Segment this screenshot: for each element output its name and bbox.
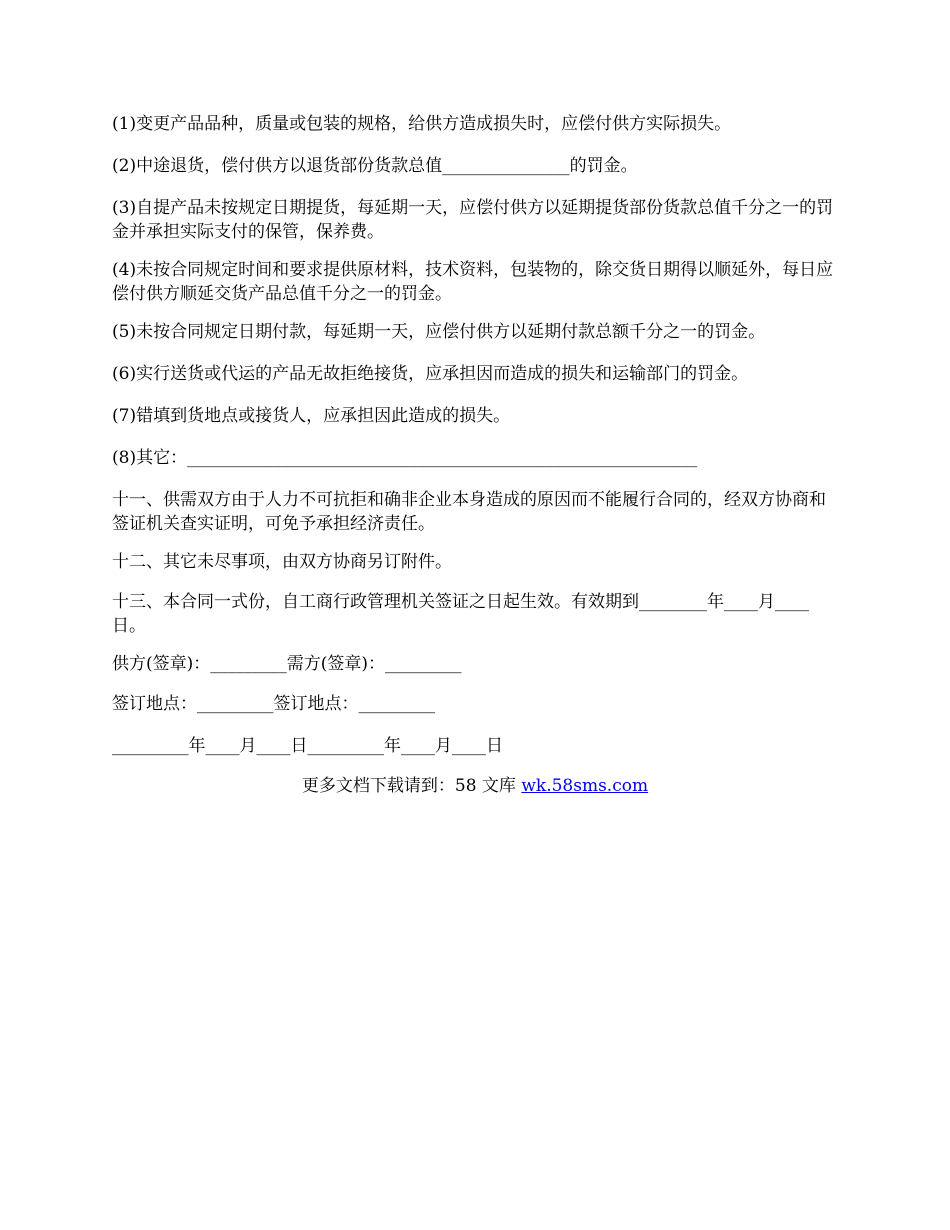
clause-item-1: (1)变更产品品种，质量或包装的规格，给供方造成损失时，应偿付供方实际损失。 — [112, 114, 732, 134]
clause-12: 十二、其它未尽事项，由双方协商另订附件。 — [112, 552, 452, 572]
clause-item-6: (6)实行送货或代运的产品无故拒绝接货，应承担因而造成的损失和运输部门的罚金。 — [112, 364, 749, 384]
signature-line: 供方(签章)：_________需方(签章)：_________ — [112, 654, 462, 674]
clause-item-5: (5)未按合同规定日期付款，每延期一天，应偿付供方以延期付款总额千分之一的罚金。 — [112, 322, 766, 342]
clause-item-2: (2)中途退货，偿付供方以退货部份货款总值_______________的罚金。 — [112, 156, 638, 176]
clause-11: 十一、供需双方由于人力不可抗拒和确非企业本身造成的原因而不能履行合同的，经双方协商和签证机关查实证明，可免予承担经济责任。 — [112, 490, 826, 534]
footer-link[interactable]: wk.58sms.com — [521, 776, 649, 796]
clause-item-8: (8)其它：____________________________________________________________ — [112, 448, 698, 468]
clause-item-7: (7)错填到货地点或接货人，应承担因此造成的损失。 — [112, 406, 511, 426]
clause-item-3: (3)自提产品未按规定日期提货，每延期一天，应偿付供方以延期提货部份货款总值千分之一的罚金并承担实际支付的保管，保养费。 — [112, 198, 834, 242]
footer — [0, 774, 950, 798]
clause-13: 十三、本合同一式份，自工商行政管理机关签证之日起生效。有效期到________年____月____日。 — [112, 592, 809, 636]
date-line: _________年____月____日_________年____月____日 — [112, 736, 503, 756]
sign-place-line: 签订地点：_________签订地点：_________ — [112, 694, 435, 714]
clause-item-4: (4)未按合同规定时间和要求提供原材料，技术资料，包装物的，除交货日期得以顺延外，每日应偿付供方顺延交货产品总值千分之一的罚金。 — [112, 260, 834, 304]
footer-text: 更多文档下载请到：58 文库 — [301, 776, 522, 796]
